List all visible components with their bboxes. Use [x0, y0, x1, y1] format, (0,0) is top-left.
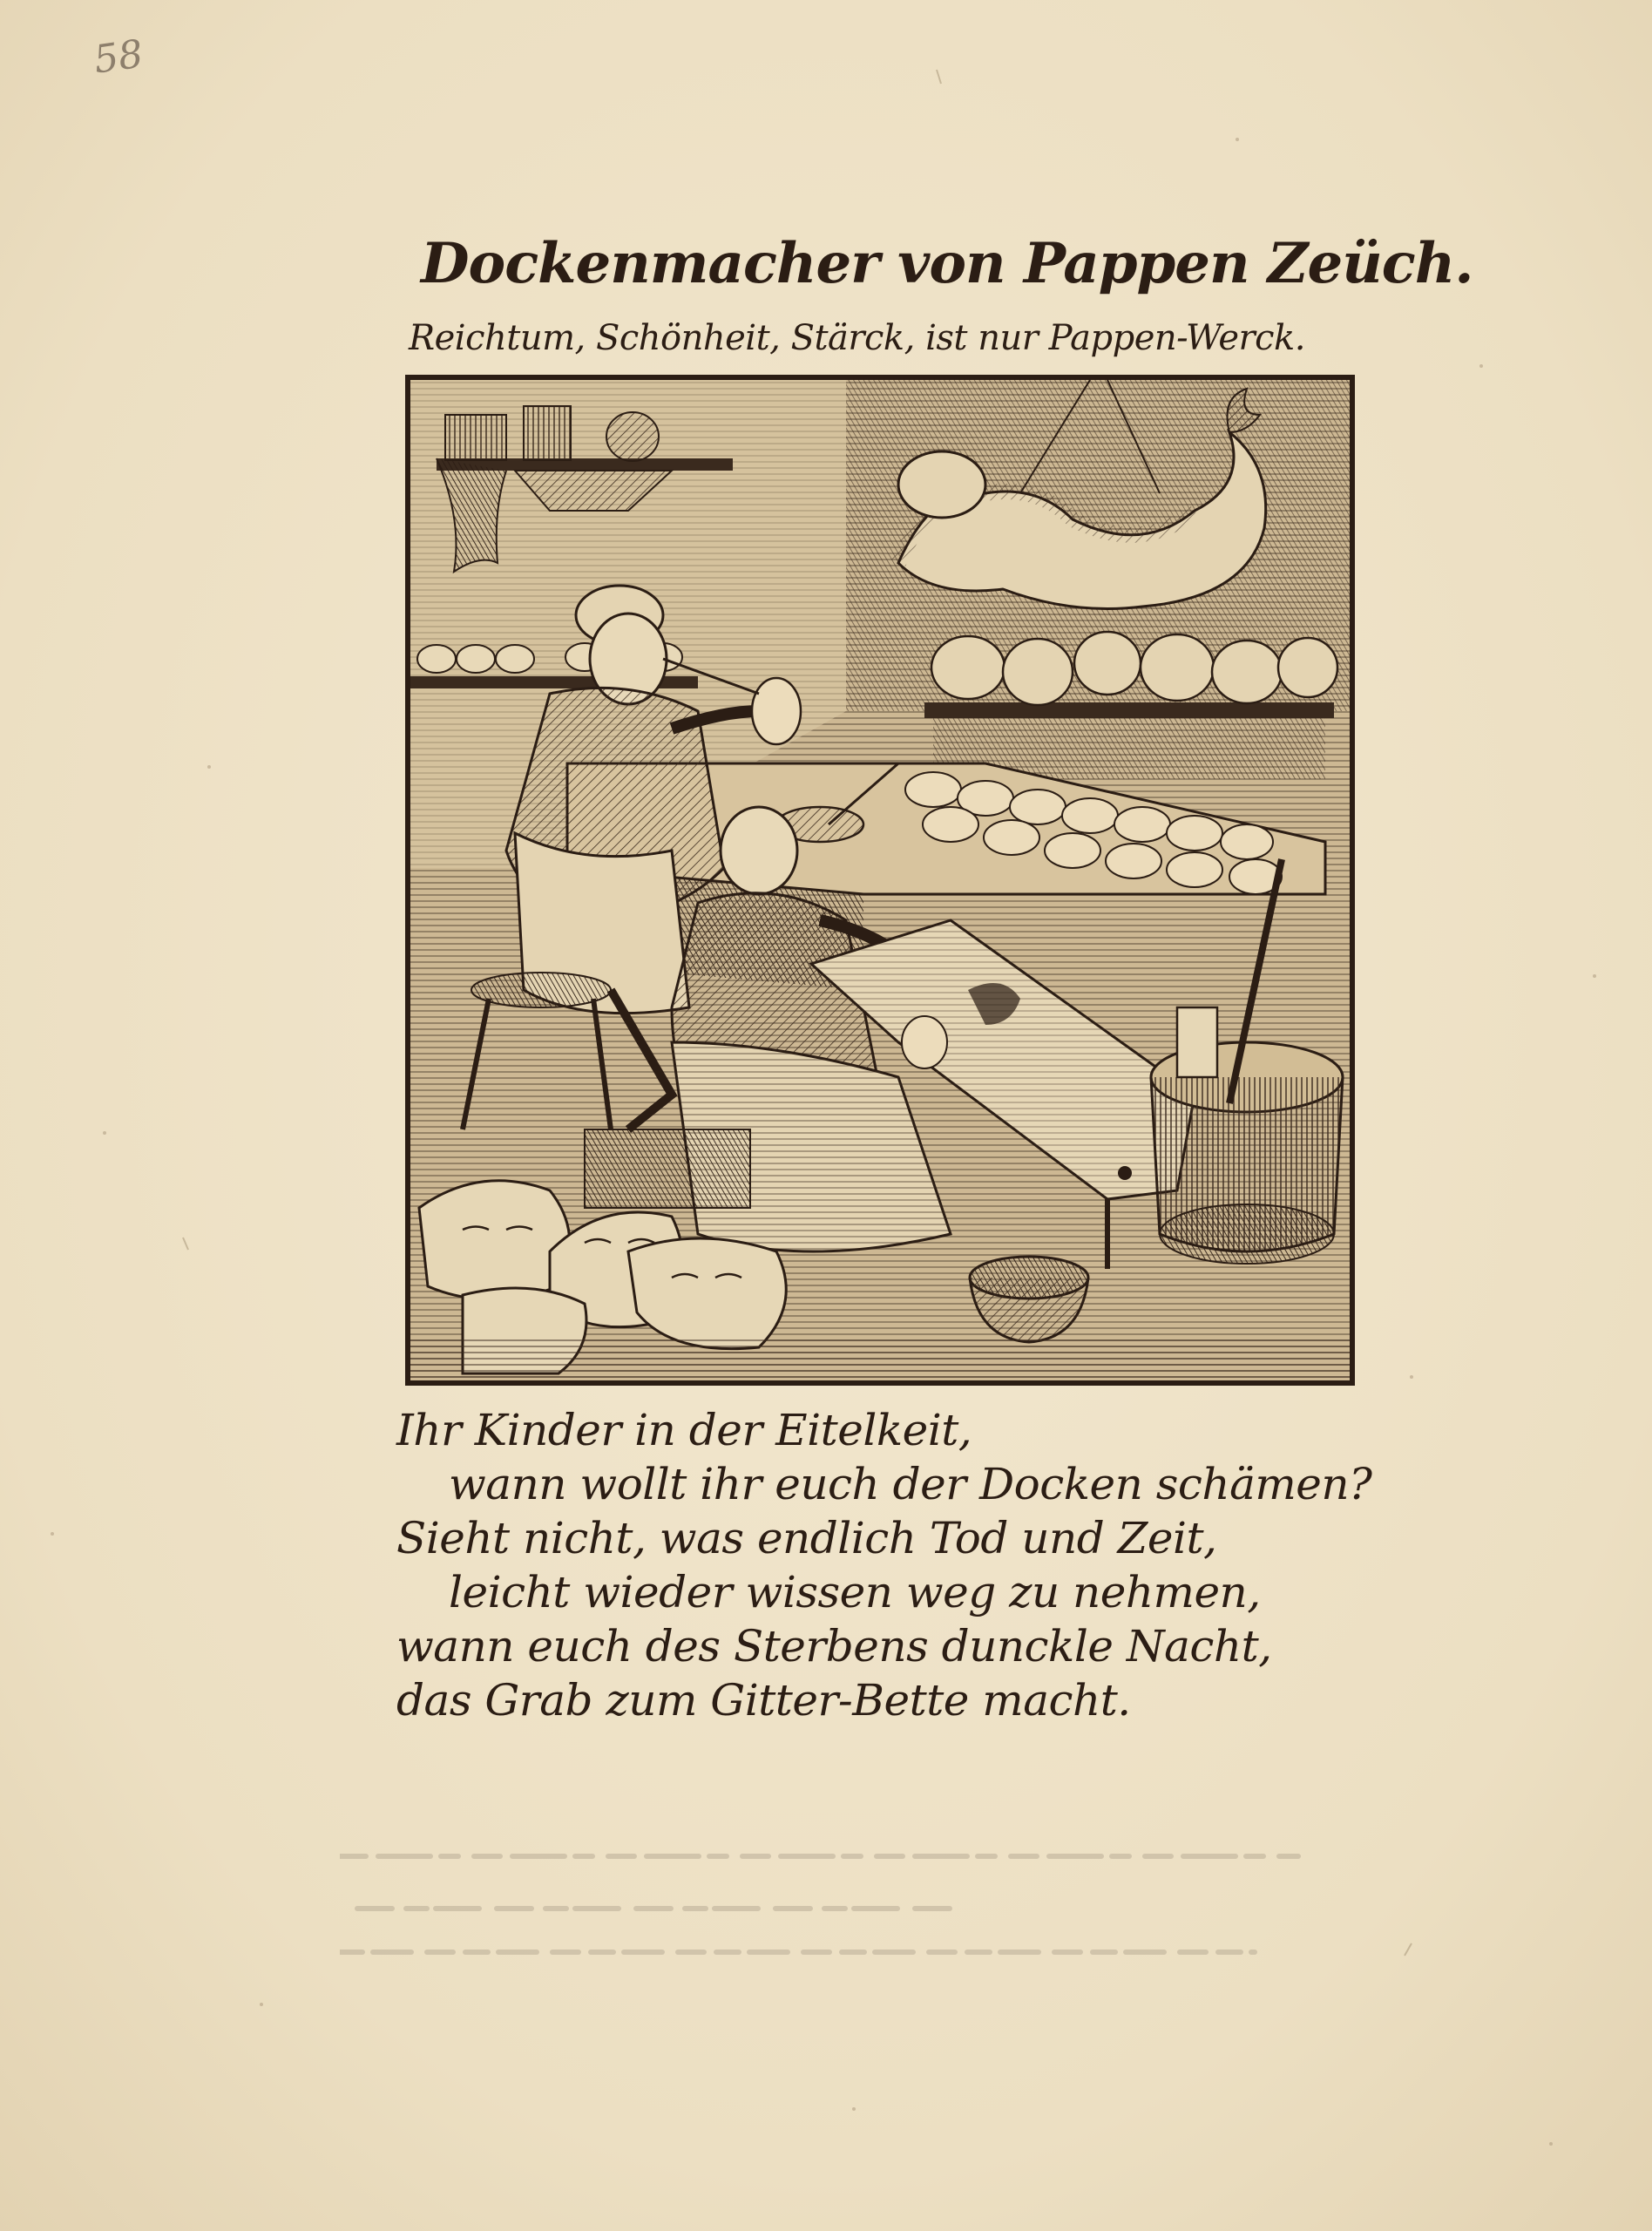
mask-shelf	[924, 632, 1337, 779]
verse-line: wann wollt ihr euch der Docken schämen?	[449, 1459, 1372, 1509]
verse-line: das Grab zum Gitter-Bette macht.	[396, 1675, 1131, 1726]
bleed-through-text	[340, 1830, 1429, 1984]
workshop-illustration	[405, 375, 1355, 1386]
engraving-drawing	[410, 380, 1350, 1380]
verse-block	[396, 1403, 1377, 1727]
folio-number: 58	[91, 31, 146, 83]
plate-title: Dockenmacher von Pappen Zeüch.	[421, 231, 1473, 296]
bleed-through-marks	[340, 1830, 1429, 1970]
plate-subtitle: Reichtum, Schönheit, Stärck, ist nur Pappen-Werck.	[409, 318, 1306, 358]
engraved-plate	[396, 231, 1473, 1765]
verse-line: wann euch des Sterbens dunckle Nacht,	[396, 1621, 1272, 1672]
verse-line: Ihr Kinder in der Eitelkeit,	[396, 1405, 972, 1455]
verse-line: Sieht nicht, was endlich Tod und Zeit,	[396, 1513, 1217, 1563]
verse-line: leicht wieder wissen weg zu nehmen,	[449, 1567, 1261, 1617]
